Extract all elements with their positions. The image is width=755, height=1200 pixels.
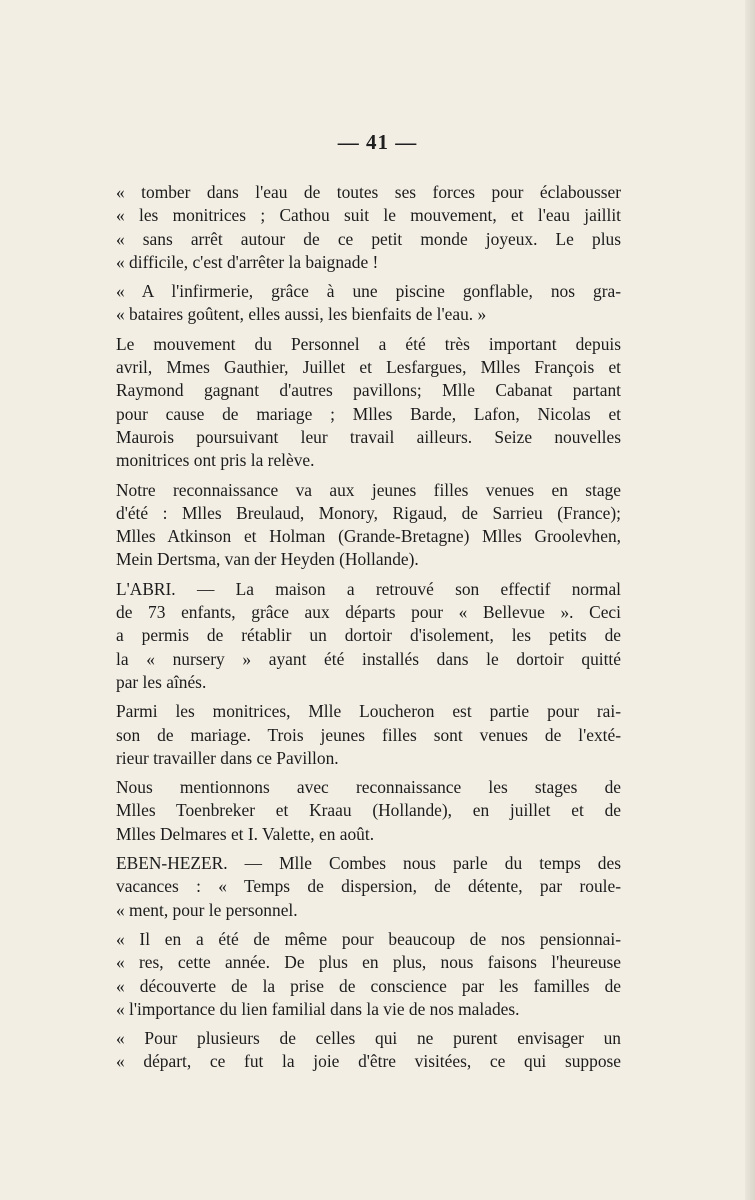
text-line: « tomber dans l'eau de toutes ses forces pour éclabousser — [116, 182, 621, 202]
text-line: « l'importance du lien familial dans la vie de nos malades. — [116, 998, 520, 1019]
text-line: « découverte de la prise de conscience par les familles de — [116, 975, 621, 996]
text-line: d'été : Mlles Breulaud, Monory, Rigaud, de Sarrieu (France); — [116, 502, 621, 523]
text-line: par les aînés. — [116, 671, 207, 692]
text-line: vacances : « Temps de dispersion, de détente, par roule- — [116, 876, 621, 897]
text-line: « départ, ce fut la joie d'être visitées, ce qui suppose — [116, 1051, 621, 1072]
text-line: Maurois poursuivant leur travail ailleurs. Seize nouvelles — [116, 426, 621, 447]
text-line: Mein Dertsma, van der Heyden (Hollande). — [116, 549, 419, 570]
text-line: la « nursery » ayant été installés dans le dortoir quitté — [116, 648, 621, 669]
text-line: « bataires goûtent, elles aussi, les bienfaits de l'eau. » — [116, 304, 487, 325]
paragraph-summer-interns — [116, 479, 621, 572]
text-line: Parmi les monitrices, Mlle Loucheron est partie pour rai- — [116, 701, 621, 722]
paragraph-monitrices — [116, 700, 621, 770]
paragraph-internships — [116, 776, 621, 846]
text-line: « les monitrices ; Cathou suit le mouvement, et l'eau jaillit — [116, 205, 621, 226]
paragraph-labri — [116, 578, 621, 694]
text-line: « ment, pour le personnel. — [116, 899, 298, 920]
text-line: Mlles Delmares et I. Valette, en août. — [116, 823, 375, 844]
text-line: Le mouvement du Personnel a été très important depuis — [116, 333, 621, 354]
text-line: pour cause de mariage ; Mlles Barde, Lafon, Nicolas et — [116, 403, 621, 424]
text-line: « sans arrêt autour de ce petit monde joyeux. Le plus — [116, 228, 621, 249]
text-line: « A l'infirmerie, grâce à une piscine gonflable, nos gra- — [116, 281, 621, 302]
text-line: rieur travailler dans ce Pavillon. — [116, 747, 339, 768]
text-line: Mlles Atkinson et Holman (Grande-Bretagne) Mlles Groolevhen, — [116, 526, 621, 547]
text-line: Mlles Toenbreker et Kraau (Hollande), en juillet et de — [116, 800, 621, 821]
text-line: Nous mentionnons avec reconnaissance les stages de — [116, 777, 621, 798]
paragraph-eben-hezer — [116, 852, 621, 922]
text-line: L'ABRI. — La maison a retrouvé son effectif normal — [116, 578, 621, 599]
paragraph-bathing-end — [116, 181, 621, 274]
body-text — [116, 181, 621, 1080]
page-number: — 41 — — [337, 130, 418, 154]
paragraph-pensionnaires — [116, 928, 621, 1021]
text-line: EBEN-HEZER. — Mlle Combes nous parle du temps des — [116, 853, 621, 874]
text-line: son de mariage. Trois jeunes filles sont venues de l'exté- — [116, 724, 621, 745]
text-line: avril, Mmes Gauthier, Juillet et Lesfargues, Mlles François et — [116, 357, 621, 378]
text-line: « Pour plusieurs de celles qui ne purent envisager un — [116, 1028, 621, 1049]
paragraph-infirmary — [116, 280, 621, 327]
text-line: « res, cette année. De plus en plus, nous faisons l'heureuse — [116, 952, 621, 973]
paragraph-staff-movement — [116, 333, 621, 473]
text-line: a permis de rétablir un dortoir d'isolement, les petits de — [116, 625, 621, 646]
text-line: de 73 enfants, grâce aux départs pour « Bellevue ». Ceci — [116, 602, 621, 623]
text-line: « difficile, c'est d'arrêter la baignade ! — [116, 251, 379, 272]
page-edge-shadow — [745, 0, 755, 1200]
text-line: monitrices ont pris la relève. — [116, 450, 315, 471]
text-line: Raymond gagnant d'autres pavillons; Mlle Cabanat partant — [116, 380, 621, 401]
text-line: Notre reconnaissance va aux jeunes filles venues en stage — [116, 479, 621, 500]
text-line: « Il en a été de même pour beaucoup de nos pensionnai- — [116, 928, 621, 949]
paragraph-visits — [116, 1027, 621, 1074]
